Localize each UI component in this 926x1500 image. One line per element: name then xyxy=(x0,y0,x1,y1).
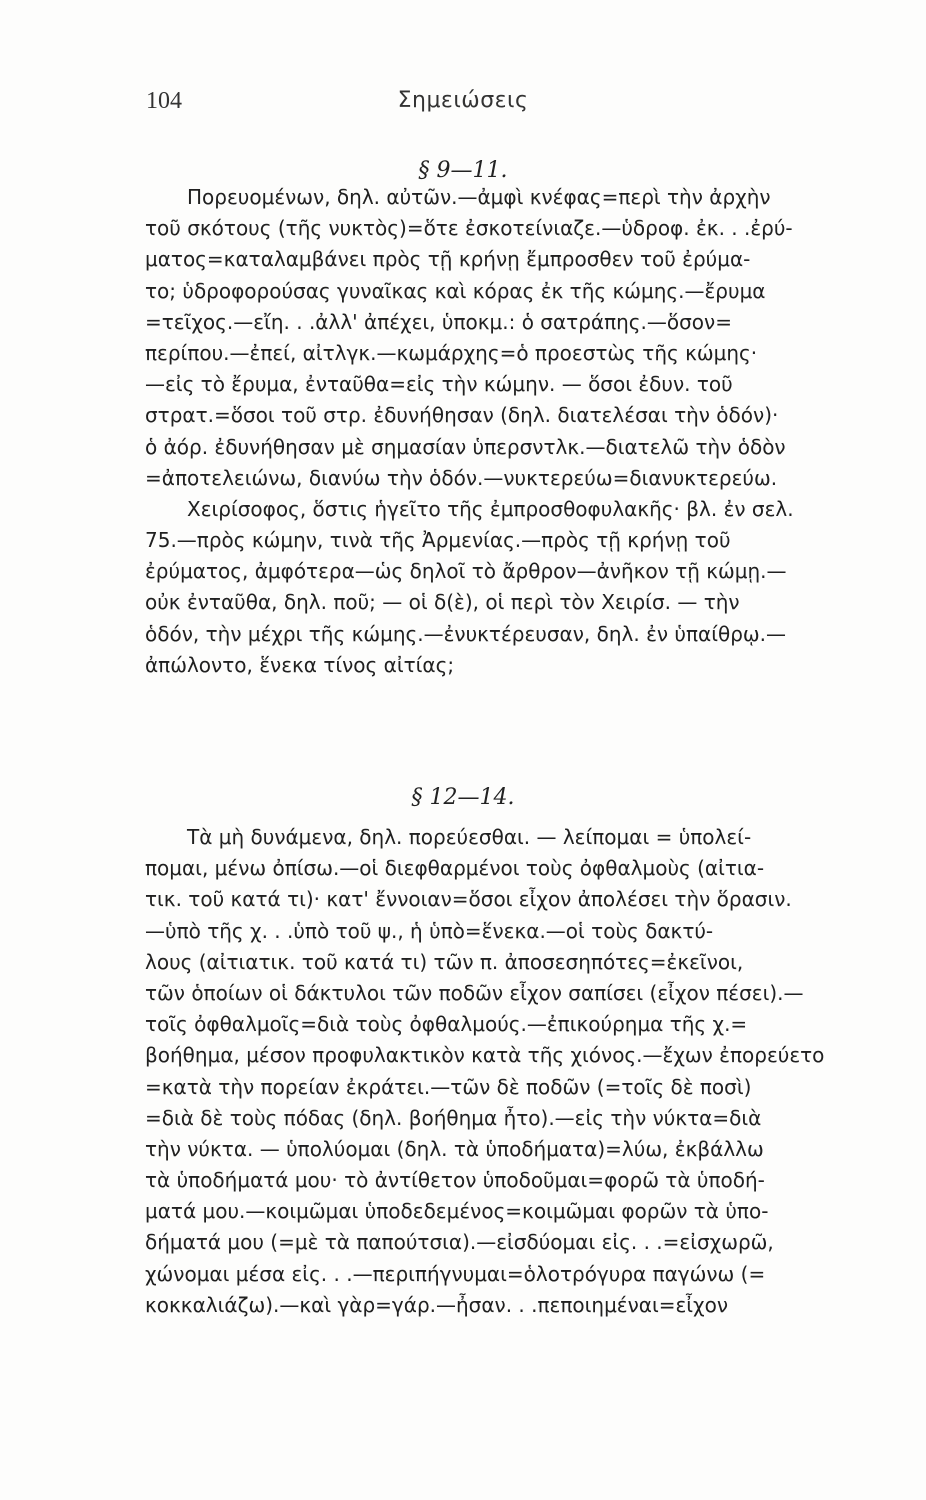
text-line: ἐρύματος, ἀμφότερα—ὡς δηλοῖ τὸ ἄρθρον—ἀνῆκον τῇ κώμῃ.— xyxy=(145,559,787,584)
text-line: —ὑπὸ τῆς χ. . .ὑπὸ τοῦ ψ., ἡ ὑπὸ=ἕνεκα.—οἱ τοὺς δακτύ- xyxy=(145,918,714,943)
text-line: λους (αἰτιατικ. τοῦ κατά τι) τῶν π. ἀποσεσηπότες=ἐκεῖνοι, xyxy=(145,949,744,974)
text-line: το; ὑδροφορούσας γυναῖκας καὶ κόρας ἐκ τῆς κώμης.—ἔρυμα xyxy=(145,278,766,303)
text-line: τοῖς ὀφθαλμοῖς=διὰ τοὺς ὀφθαλμούς.—ἐπικούρημα τῆς χ.= xyxy=(145,1012,748,1037)
text-line: τικ. τοῦ κατά τι)· κατ' ἔννοιαν=ὅσοι εἶχον ἀπολέσει τὴν ὅρασιν. xyxy=(145,887,792,912)
text-line: τοῦ σκότους (τῆς νυκτὸς)=ὅτε ἐσκοτείνιαζε.—ὑδροφ. ἐκ. . .ἐρύ- xyxy=(145,216,793,241)
notes-block-9-11 xyxy=(145,182,915,681)
text-line: βοήθημα, μέσον προφυλακτικὸν κατὰ τῆς χιόνος.—ἔχων ἐπορεύετο xyxy=(145,1043,825,1068)
text-line: —εἰς τὸ ἔρυμα, ἐνταῦθα=εἰς τὴν κώμην. — ὅσοι ἐδυν. τοῦ xyxy=(145,372,733,397)
text-line: δήματά μου (=μὲ τὰ παπούτσια).—εἰσδύομαι εἰς. . .=εἰσχωρῶ, xyxy=(145,1230,774,1255)
text-line: =διὰ δὲ τοὺς πόδας (δηλ. βοήθημα ἦτο).—εἰς τὴν νύκτα=διὰ xyxy=(145,1105,762,1130)
text-line: ὁ ἀόρ. ἐδυνήθησαν μὲ σημασίαν ὑπερσντλκ.—διατελῶ τὴν ὁδὸν xyxy=(145,434,786,459)
text-line: =ἀποτελειώνω, διανύω τὴν ὁδόν.—νυκτερεύω=διανυκτερεύω. xyxy=(145,465,778,490)
text-line: ματά μου.—κοιμῶμαι ὑποδεδεμένος=κοιμῶμαι φορῶν τὰ ὑπο- xyxy=(145,1199,769,1224)
text-line: τὴν νύκτα. — ὑπολύομαι (δηλ. τὰ ὑποδήματα)=λύω, ἐκβάλλω xyxy=(145,1136,764,1161)
text-line: πομαι, μένω ὀπίσω.—οἱ διεφθαρμένοι τοὺς ὀφθαλμοὺς (αἰτια- xyxy=(145,856,765,881)
section-heading-9-11: § 9—11. xyxy=(418,158,508,183)
page-header xyxy=(0,88,926,118)
text-line: κοκκαλιάζω).—καὶ γὰρ=γάρ.—ἦσαν. . .πεποιημέναι=εἶχον xyxy=(145,1292,729,1317)
text-line: =κατὰ τὴν πορείαν ἐκράτει.—τῶν δὲ ποδῶν (=τοῖς δὲ ποσὶ) xyxy=(145,1074,752,1099)
notes-block-12-14 xyxy=(145,822,915,1321)
text-line: χώνομαι μέσα εἰς. . .—περιπήγνυμαι=ὁλοτρόγυρα παγώνω (= xyxy=(145,1261,766,1286)
text-line: περίπου.—ἐπεί, αἰτλγκ.—κωμάρχης=ὁ προεστὼς τῆς κώμης· xyxy=(145,340,758,365)
text-line: Πορευομένων, δηλ. αὐτῶν.—ἀμφὶ κνέφας=περὶ τὴν ἀρχὴν xyxy=(187,185,771,209)
text-line: Τὰ μὴ δυνάμενα, δηλ. πορεύεσθαι. — λείπομαι = ὑπολεί- xyxy=(187,825,752,849)
text-line: =τεῖχος.—εἴη. . .ἀλλ' ἀπέχει, ὑποκμ.: ὁ σατράπης.—ὅσον= xyxy=(145,309,732,334)
text-line: τὰ ὑποδήματά μου· τὸ ἀντίθετον ὑποδοῦμαι=φορῶ τὰ ὑποδή- xyxy=(145,1168,765,1193)
text-line: ματος=καταλαμβάνει πρὸς τῇ κρήνῃ ἔμπροσθεν τοῦ ἐρύμα- xyxy=(145,247,751,272)
text-line: στρατ.=ὅσοι τοῦ στρ. ἐδυνήθησαν (δηλ. διατελέσαι τὴν ὁδόν)· xyxy=(145,403,779,428)
text-line: ὁδόν, τὴν μέχρι τῆς κώμης.—ἐνυκτέρευσαν, δηλ. ἐν ὑπαίθρῳ.— xyxy=(145,621,787,646)
page-number: 104 xyxy=(146,88,182,114)
text-line: τῶν ὁποίων οἱ δάκτυλοι τῶν ποδῶν εἶχον σαπίσει (εἶχον πέσει).— xyxy=(145,980,804,1005)
text-line: οὐκ ἐνταῦθα, δηλ. ποῦ; — οἱ δ(ὲ), οἱ περὶ τὸν Χειρίσ. — τὴν xyxy=(145,590,740,615)
section-heading-12-14: § 12—14. xyxy=(411,785,515,810)
text-line: Χειρίσοφος, ὅστις ἡγεῖτο τῆς ἐμπροσθοφυλακῆς· βλ. ἐν σελ. xyxy=(187,496,794,521)
text-line: ἀπώλοντο, ἕνεκα τίνος αἰτίας; xyxy=(145,652,455,677)
text-line: 75.—πρὸς κώμην, τινὰ τῆς Ἀρμενίας.—πρὸς τῇ κρήνῃ τοῦ xyxy=(145,528,731,553)
running-title: Σημειώσεις xyxy=(397,88,529,113)
